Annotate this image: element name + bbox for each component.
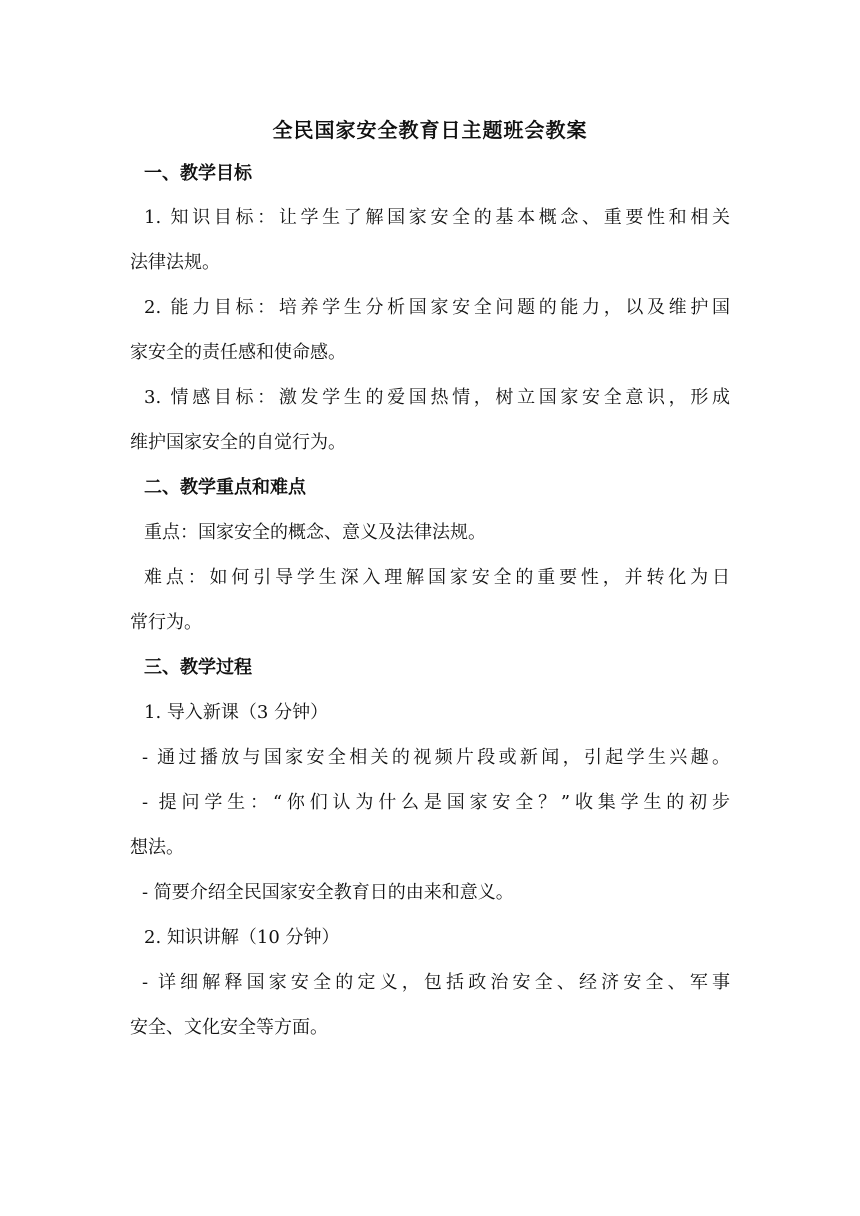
list-item: - 简要介绍全民国家安全教育日的由来和意义。 [142, 882, 514, 903]
paragraph-line: 2. 能力目标：培养学生分析国家安全问题的能力，以及维护国 [144, 297, 730, 318]
paragraph-line: 1. 知识目标：让学生了解国家安全的基本概念、重要性和相关 [144, 207, 730, 228]
paragraph-line: 安全、文化安全等方面。 [130, 1017, 328, 1038]
paragraph-line: 法律法规。 [130, 252, 220, 273]
list-item: - 通过播放与国家安全相关的视频片段或新闻，引起学生兴趣。 [142, 747, 730, 768]
list-item: - 提问学生：“你们认为什么是国家安全？”收集学生的初步 [142, 792, 730, 813]
paragraph-line: 想法。 [130, 837, 184, 858]
section-heading-process: 三、教学过程 [144, 657, 252, 678]
section-heading-objectives: 一、教学目标 [144, 163, 252, 184]
paragraph-line: 2. 知识讲解（10 分钟） [144, 927, 340, 948]
paragraph-line: 重点：国家安全的概念、意义及法律法规。 [144, 522, 486, 543]
section-heading-key-points: 二、教学重点和难点 [144, 477, 306, 498]
paragraph-line: 常行为。 [130, 612, 202, 633]
list-item: - 详细解释国家安全的定义，包括政治安全、经济安全、军事 [142, 972, 730, 993]
paragraph-line: 难点：如何引导学生深入理解国家安全的重要性，并转化为日 [144, 567, 730, 588]
document-title: 全民国家安全教育日主题班会教案 [272, 118, 588, 142]
paragraph-line: 1. 导入新课（3 分钟） [144, 702, 329, 723]
paragraph-line: 3. 情感目标：激发学生的爱国热情，树立国家安全意识，形成 [144, 387, 730, 408]
paragraph-line: 维护国家安全的自觉行为。 [130, 432, 346, 453]
paragraph-line: 家安全的责任感和使命感。 [130, 342, 346, 363]
